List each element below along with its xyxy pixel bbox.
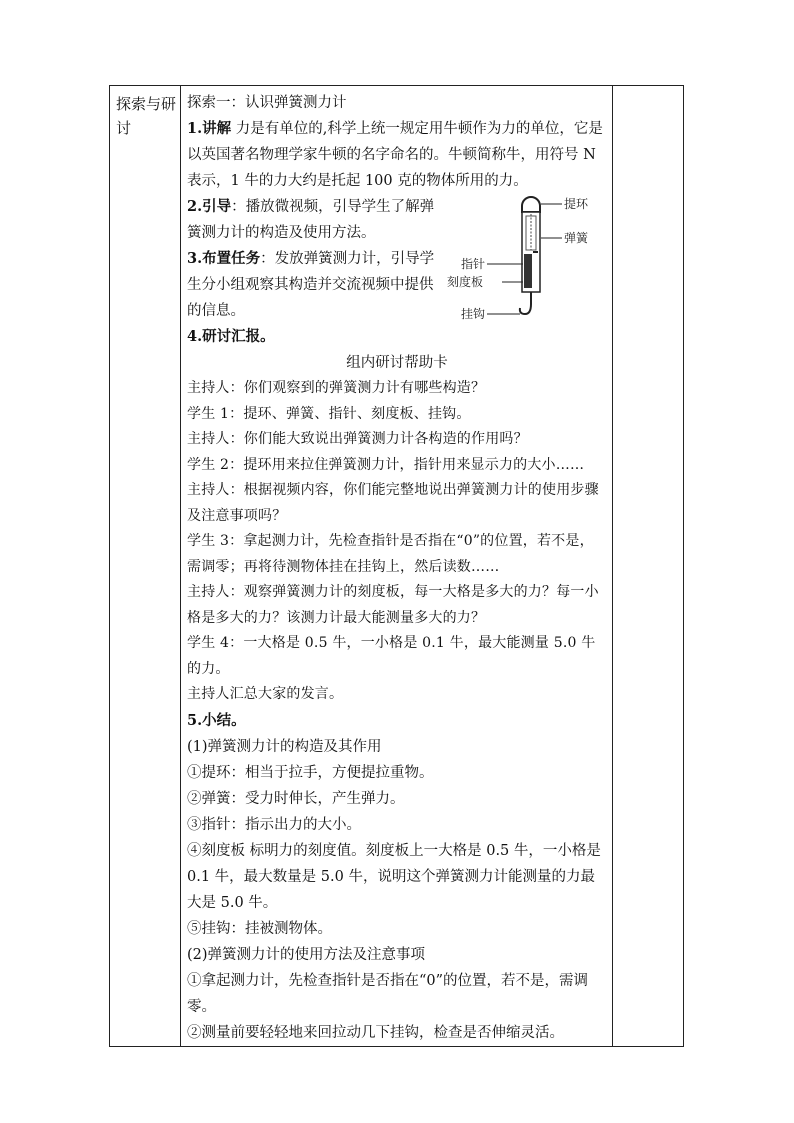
card-line: 主持人：你们观察到的弹簧测力计有哪些构造？ <box>187 380 486 396</box>
card-line: 学生 1：提环、弹簧、指针、刻度板、挂钩。 <box>187 405 471 422</box>
item-3-label: 3.布置任务 <box>187 250 261 267</box>
card-line: 学生 2：提环用来拉住弹簧测力计，指针用来显示力的大小…… <box>187 456 585 473</box>
item-3 <box>187 246 442 324</box>
lesson-table <box>109 85 684 1047</box>
summary-item: ①拿起测力计，先检查指针是否指在“0”的位置，若不是，需调零。 <box>187 972 589 1015</box>
label-hook: 挂钩 <box>461 307 486 321</box>
summary-item: ②弹簧：受力时伸长，产生弹力。 <box>187 790 405 807</box>
label-spring: 弹簧 <box>564 231 589 245</box>
lesson-content <box>187 90 607 1046</box>
item-2-label: 2.引导 <box>187 198 232 215</box>
summary-item: ③指针：指示出力的大小。 <box>187 816 361 833</box>
summary-item: ②测量前要轻轻地来回拉动几下挂钩，检查是否伸缩灵活。 <box>187 1024 564 1041</box>
summary-item: ④刻度板 标明力的刻度值。刻度板上一大格是 0.5 牛，一小格是 0.1 牛，最大数量是 5.0 牛，说明这个弹簧测力计能测量的力最大是 5.0 牛。 <box>187 842 601 911</box>
column-divider <box>180 86 181 1046</box>
summary-subtitle: (2)弹簧测力计的使用方法及注意事项 <box>187 946 426 963</box>
label-ring: 提环 <box>564 197 589 211</box>
label-scale: 刻度板 <box>447 275 484 289</box>
summary-item: ⑤挂钩：挂被测物体。 <box>187 920 332 937</box>
guide-block <box>187 194 607 350</box>
card-line: 学生 4：一大格是 0.5 牛，一小格是 0.1 牛，最大能测量 5.0 牛的力。 <box>187 635 596 677</box>
item-1 <box>187 116 607 194</box>
summary-subtitle: (1)弹簧测力计的构造及其作用 <box>187 738 382 755</box>
card-line: 主持人：根据视频内容，你们能完整地说出弹簧测力计的使用步骤及注意事项吗？ <box>187 482 599 524</box>
help-card-title: 组内研讨帮助卡 <box>346 355 448 371</box>
section-category-label: 探索与研讨 <box>116 95 177 137</box>
summary-title: 5.小结。 <box>187 711 246 729</box>
column-divider <box>612 86 613 1046</box>
summary-item: ①提环：相当于拉手，方便提拉重物。 <box>187 764 434 781</box>
section-title: 探索一：认识弹簧测力计 <box>187 95 347 111</box>
spring-scale-diagram <box>442 194 602 329</box>
item-1-label: 1.讲解 <box>187 120 232 137</box>
card-line: 主持人汇总大家的发言。 <box>187 686 344 702</box>
item-3-text: ：发放弹簧测力计，引导学生分小组观察其构造并交流视频中提供的信息。 <box>187 251 435 319</box>
help-card <box>187 376 607 708</box>
card-line: 学生 3：拿起测力计，先检查指针是否指在“0”的位置，若不是，需调零；再将待测物体挂在挂钩上，然后读数…… <box>187 533 594 575</box>
card-line: 主持人：你们能大致说出弹簧测力计各构造的作用吗？ <box>187 431 528 447</box>
item-1-text: 力是有单位的,科学上统一规定用牛顿作为力的单位，它是以英国著名物理学家牛顿的名字命名的。牛顿简称牛，用符号 N 表示，1 牛的力大约是托起 100 克的物体所用的力。 <box>187 121 603 189</box>
item-4: 4.研讨汇报。 <box>187 328 275 345</box>
card-line: 主持人：观察弹簧测力计的刻度板，每一大格是多大的力？每一小格是多大的力？该测力计最大能测量多大的力？ <box>187 584 599 626</box>
item-2-text: ：播放微视频，引导学生了解弹簧测力计的构造及使用方法。 <box>187 199 435 241</box>
label-pointer: 指针 <box>461 257 486 271</box>
item-2 <box>187 194 442 246</box>
